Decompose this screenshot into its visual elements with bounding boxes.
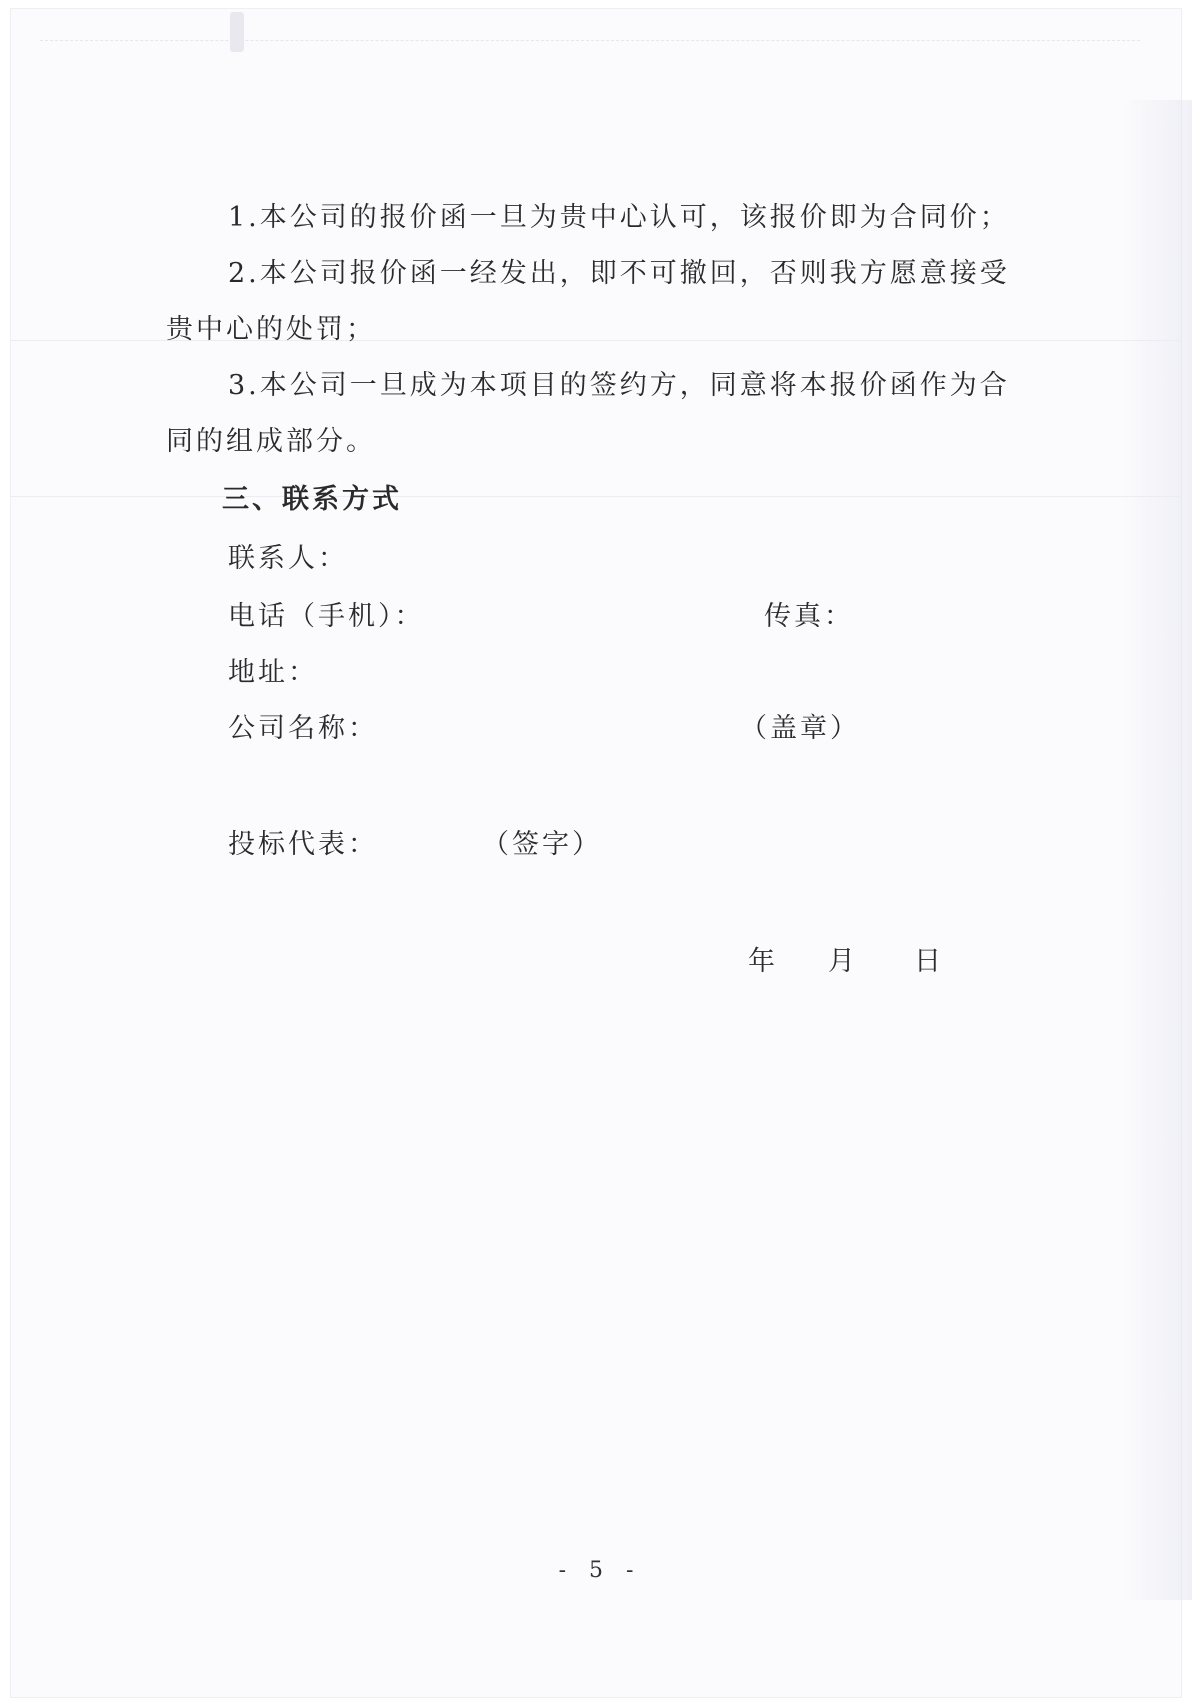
scan-header-artifact: [40, 18, 1140, 41]
page-number: - 5 -: [558, 1558, 642, 1583]
date-year: 年: [748, 946, 778, 977]
fax-label: 传真：: [764, 601, 854, 632]
scan-mark: [230, 12, 244, 52]
signature-label: （签字）: [482, 829, 602, 860]
contact-person-label: 联系人：: [228, 543, 348, 574]
company-name-label: 公司名称：: [228, 713, 378, 744]
contact-heading: 三、联系方式: [222, 484, 402, 515]
date-month: 月: [828, 946, 858, 977]
seal-label: （盖章）: [740, 713, 860, 744]
clause-3-line-2: 同的组成部分。: [166, 426, 376, 457]
scan-line: [10, 496, 1182, 497]
address-label: 地址：: [228, 657, 318, 688]
phone-label: 电话（手机）：: [228, 601, 425, 632]
clause-3-line-1: 3.本公司一旦成为本项目的签约方，同意将本报价函作为合: [228, 370, 1010, 401]
scan-shadow: [1122, 100, 1192, 1600]
bid-representative-label: 投标代表：: [228, 829, 378, 860]
date-day: 日: [914, 946, 944, 977]
clause-2-line-2: 贵中心的处罚；: [166, 314, 376, 345]
clause-2-line-1: 2.本公司报价函一经发出，即不可撤回，否则我方愿意接受: [228, 258, 1010, 289]
clause-1: 1.本公司的报价函一旦为贵中心认可，该报价即为合同价；: [228, 202, 1010, 233]
